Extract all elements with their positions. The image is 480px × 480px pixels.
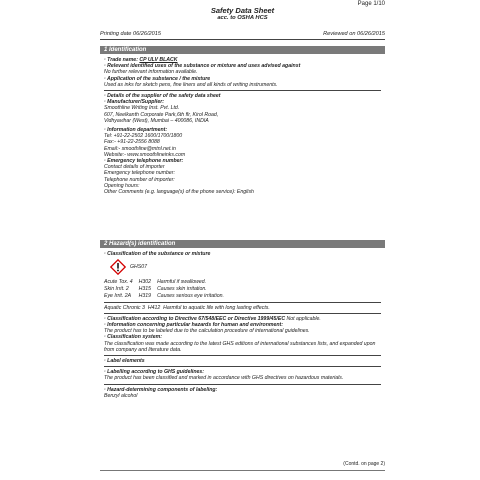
section-1-body: · Trade name: CP ULV BLACK · Relevant identified uses of the substance or mixture and uses advised against No further relevant information available. · Application of the substance / the mixture Used as inks for sketch pens, fine liners and all kinds of writing instruments. · Details of the supplier of the safety data sheet · Manufacturer/Supplier: Smoothline Writing Inst. Pvt. Ltd. 607, Neelkanth Corporate Park,6th flr, Kirol Road, Vidhyavihar (West), Mumbai – 400086, INDIA · Information department: Tel: +91-22-2502 1600/1700/1800 Fax:- +91-22-2556 8088 Email:- smoothline@mtnl.net.in Website:- www.smoothlineinks.com · Emergency telephone number: Contact details of importer Emergency telephone number: Telephone number of importer: Opening hours: Other Comments (e.g. language(s) of the phone service): English	[104, 57, 381, 195]
hazard-row: Eye Irrit. 2A H319 Causes serious eye irritation.	[104, 292, 224, 299]
section-1-heading: 1 Identification	[100, 46, 385, 54]
reviewed-date: Reviewed on 06/26/2015	[323, 31, 385, 37]
directive-classification: · Classification according to Directive 67/548/EEC or Directive 1999/45/EC Not applicable.	[104, 315, 321, 322]
trade-name-value: CP ULV BLACK	[139, 57, 178, 63]
continued-note: (Contd. on page 2)	[343, 461, 385, 467]
aquatic-hazard: Aquatic Chronic 3 H412 Harmful to aquatic life with long lasting effects.	[104, 304, 270, 311]
ghs07-exclamation-icon	[110, 259, 126, 275]
hazard-row: Acute Tox. 4 H302 Harmful if swallowed.	[104, 279, 207, 286]
hazard-table	[104, 279, 230, 299]
ghs-code: GHS07	[130, 264, 148, 271]
footer-rule	[100, 470, 385, 471]
print-info-row	[100, 31, 385, 37]
page-number: Page 1/10	[357, 1, 385, 7]
document-subtitle: acc. to OSHA HCS	[217, 15, 268, 21]
printing-date: Printing date 06/26/2015	[100, 31, 161, 37]
section-2-body: · Classification of the substance or mixture GHS07 Acute Tox. 4 H302 Harmful if swallowed. Skin Irrit. 2 H315 Causes skin irritation. Eye Irrit. 2A H319 Causes serious eye irritation. Aquatic Chronic 3 H412 Harmful to aquatic life with long lasting effects. · Classification according to Directive 67/548/EEC or Directive 1999/45/EC Not applicable. · Information concerning particular hazards for human and environment: The product has to be labeled due to the calculation procedure of international guidelines. · Classification system: The classification was made according to the latest GHS editions of international substances lists, and expanded upon from company and literature data. · Label elements · Labelling according to GHS guidelines: The product has been classified and marked in accordance with GHS directives on hazardous materials. · Hazard-determining components of labeling: Benzyl alcohol	[104, 251, 381, 399]
header-rule	[100, 39, 385, 40]
sds-page	[100, 0, 385, 480]
document-title: Safety Data Sheet	[210, 6, 275, 15]
hazard-row: Skin Irrit. 2 H315 Causes skin irritation.	[104, 286, 207, 292]
trade-name: · Trade name: CP ULV BLACK	[104, 57, 178, 63]
section-2-heading: 2 Hazard(s) identification	[100, 240, 385, 248]
